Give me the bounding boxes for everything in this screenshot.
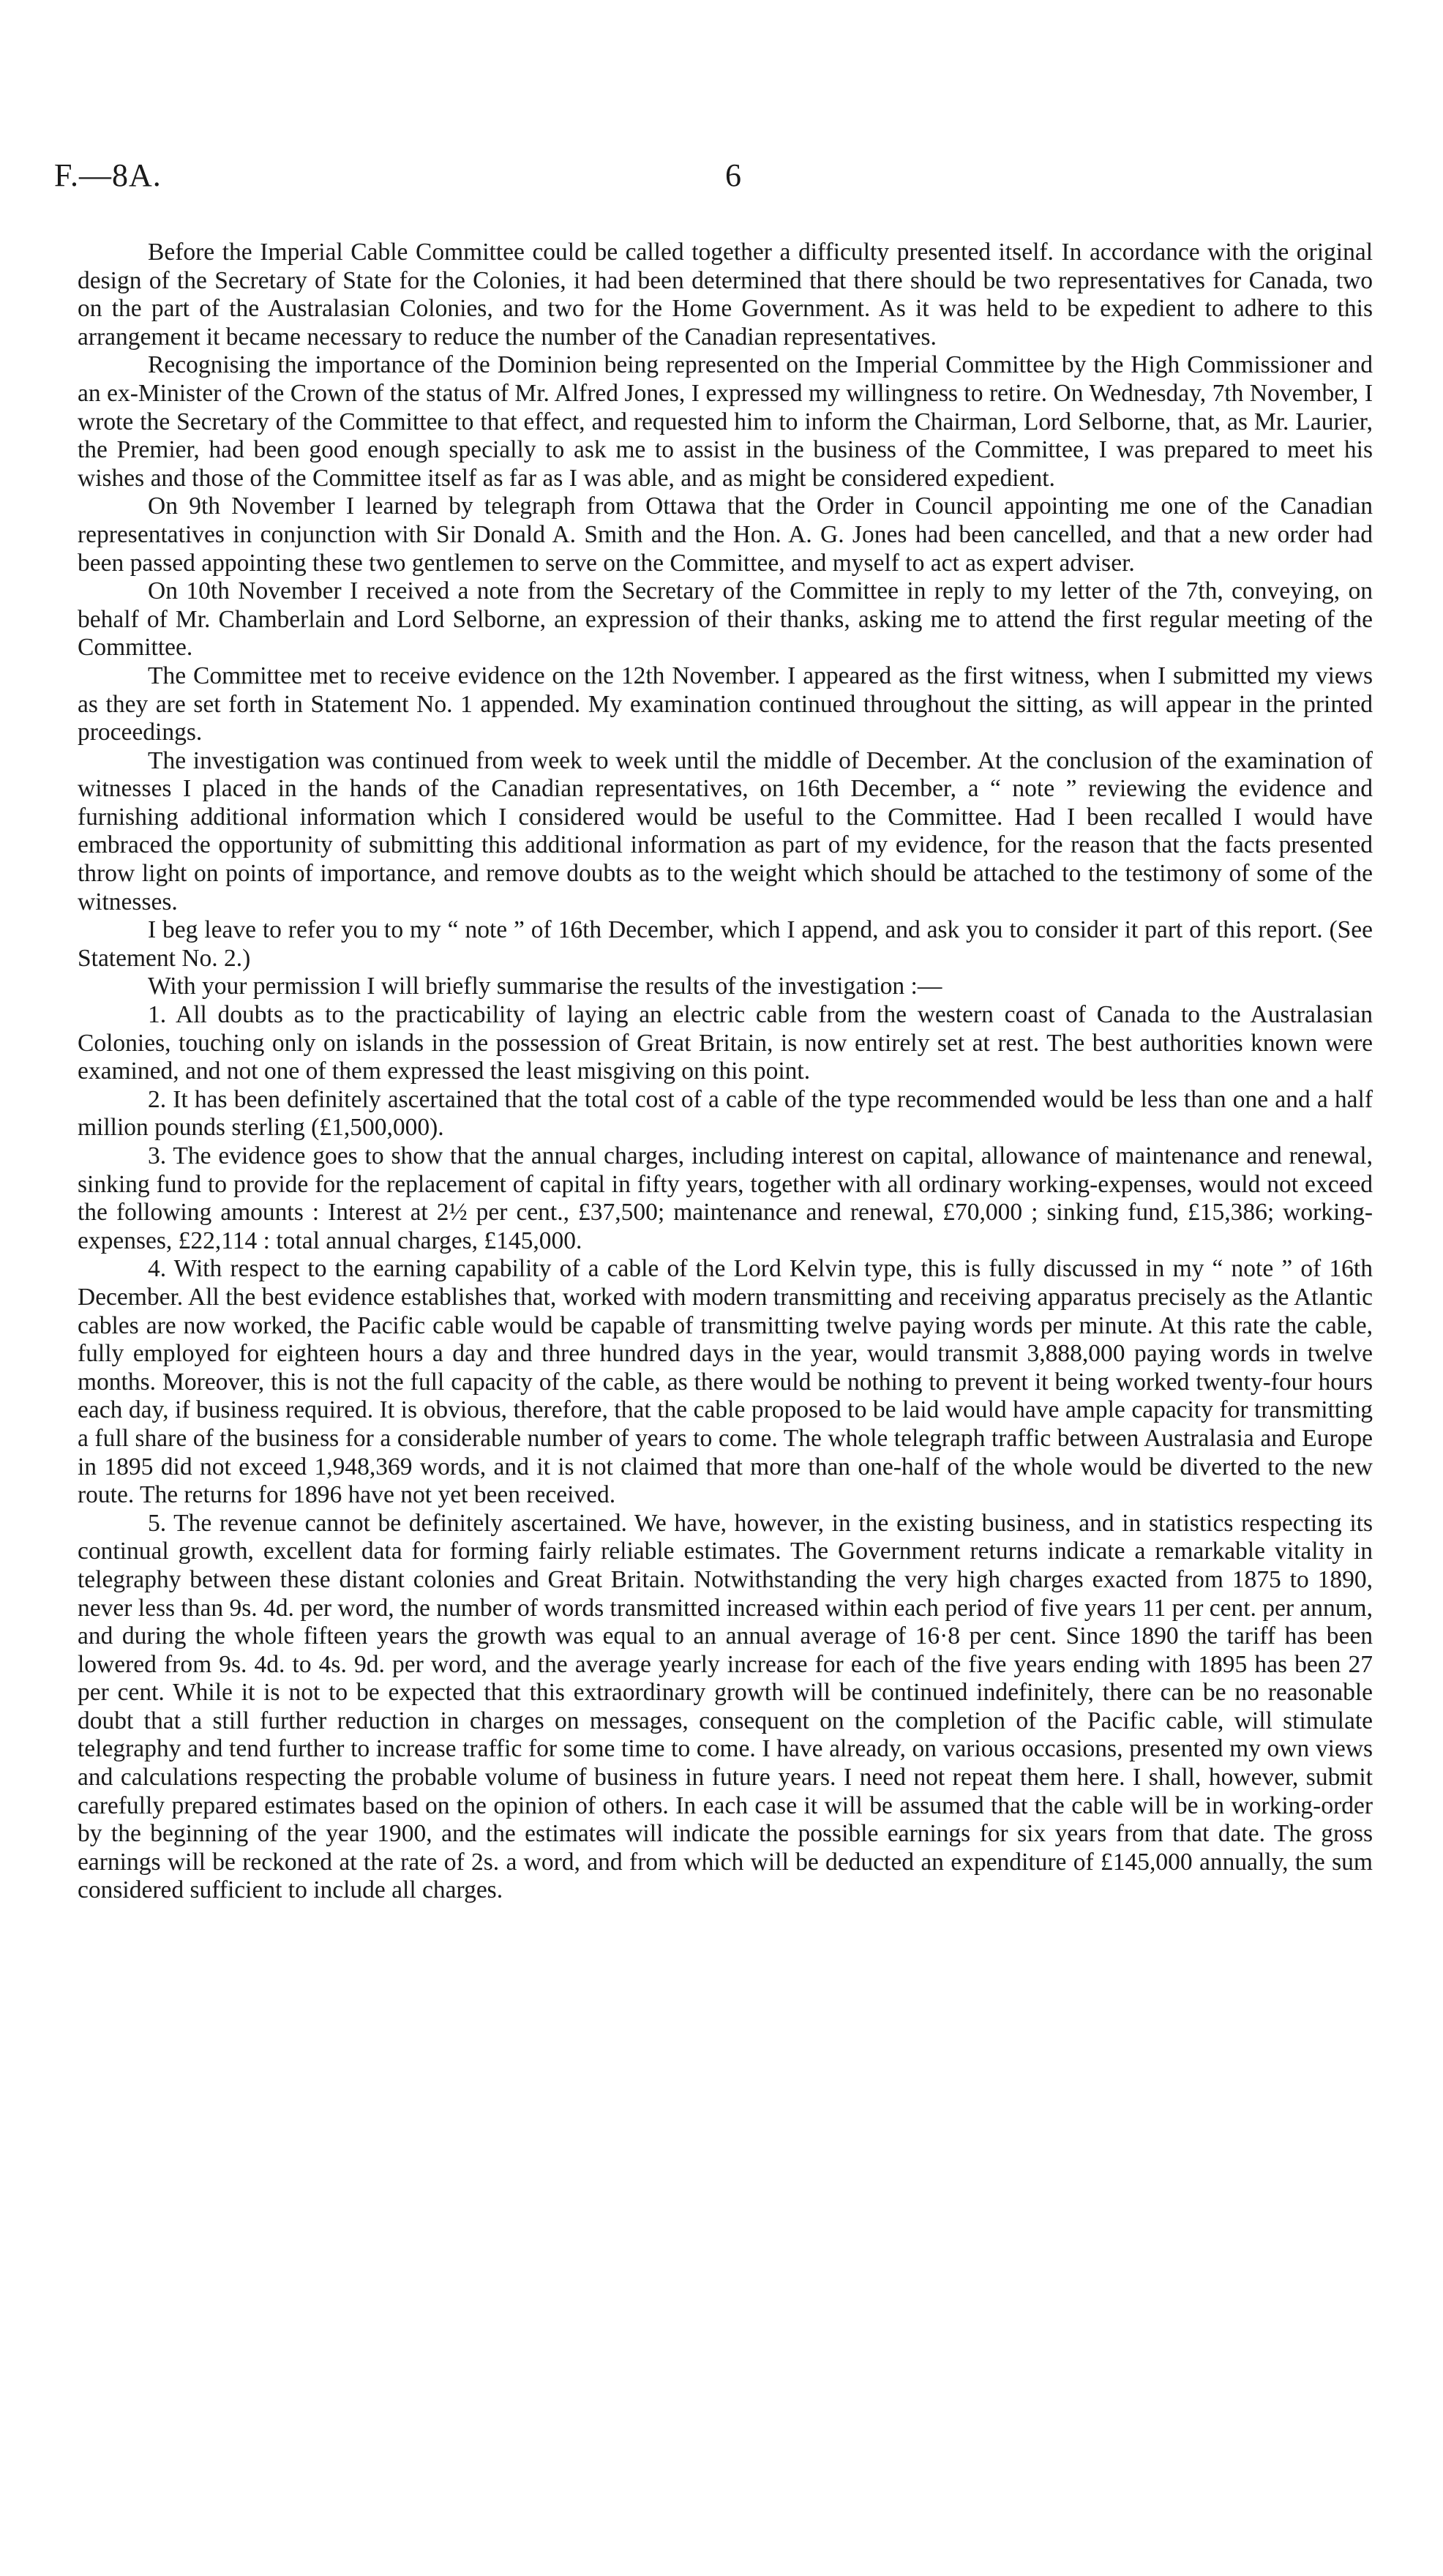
paragraph-committee-met: The Committee met to receive evidence on the 12th November. I appeared as the first witness, when I submitted my views as they are set forth in Statement No. 1 appended. My examination continued throughout the sitting, as will appear in the printed proceedings. xyxy=(78,662,1373,746)
document-reference: F.—8A. xyxy=(54,157,162,193)
paragraph-point-4-earning-capability: 4. With respect to the earning capability of a cable of the Lord Kelvin type, this is fully discussed in my “ note ” of 16th December. All the best evidence establishes that, worked with modern transmitting and receiving apparatus precisely as the Atlantic cables are now worked, the Pacific cable would be capable of transmitting twelve paying words per minute. At this rate the cable, fully employed for eighteen hours a day and three hundred days in the year, would transmit 3,888,000 paying words in twelve months. Moreover, this is not the full capacity of the cable, as there would be nothing to prevent it being worked twenty-four hours each day, if business required. It is obvious, therefore, that the cable proposed to be laid would have ample capacity for transmitting a full share of the business for a considerable number of years to come. The whole telegraph traffic between Australasia and Europe in 1895 did not exceed 1,948,369 words, and it is not claimed that more than one-half of the whole would be diverted to the new route. The returns for 1896 have not yet been received. xyxy=(78,1255,1373,1509)
paragraph-investigation-continued: The investigation was continued from week to week until the middle of December. At the conclusion of the examination of witnesses I placed in the hands of the Canadian representatives, on 16th December, a “ note ” reviewing the evidence and furnishing additional information which I considered would be useful to the Committee. Had I been recalled I would have embraced the opportunity of submitting this additional information as part of my evidence, for the reason that the facts presented throw light on points of importance, and remove doubts as to the weight which should be attached to the testimony of some of the witnesses. xyxy=(78,746,1373,916)
page-number: 6 xyxy=(725,157,741,193)
paragraph-point-3-annual-charges: 3. The evidence goes to show that the annual charges, including interest on capital, allowance of maintenance and renewal, sinking fund to provide for the replacement of capital in fifty years, together with all ordinary working-expenses, would not exceed the following amounts : Interest at 2½ per cent., £37,500; maintenance and renewal, £70,000 ; sinking fund, £15,386; working-expenses, £22,114 : total annual charges, £145,000. xyxy=(78,1142,1373,1254)
paragraph-point-5-revenue: 5. The revenue cannot be definitely ascertained. We have, however, in the existing business, and in statistics respecting its continual growth, excellent data for forming fairly reliable estimates. The Government returns indicate a remarkable vitality in telegraphy between these distant colonies and Great Britain. Notwithstanding the very high charges exacted from 1875 to 1890, never less than 9s. 4d. per word, the number of words transmitted increased within each period of five years 11 per cent. per annum, and during the whole fifteen years the growth was equal to an annual average of 16·8 per cent. Since 1890 the tariff has been lowered from 9s. 4d. to 4s. 9d. per word, and the average yearly increase for each of the five years ending with 1895 has been 27 per cent. While it is not to be expected that this extraordinary growth will be continued indefinitely, there can be no reasonable doubt that a still further reduction in charges on messages, consequent on the completion of the Pacific cable, will stimulate telegraphy and tend further to increase traffic for some time to come. I have already, on various occasions, presented my own views and calculations respecting the probable volume of business in future years. I need not repeat them here. I shall, however, submit carefully prepared estimates based on the opinion of others. In each case it will be assumed that the cable will be in working-order by the beginning of the year 1900, and the estimates will indicate the possible earnings for six years from that date. The gross earnings will be reckoned at the rate of 2s. a word, and from which will be deducted an expenditure of £145,000 annually, the sum considered sufficient to include all charges. xyxy=(78,1509,1373,1904)
paragraph-committee-difficulty: Before the Imperial Cable Committee could be called together a difficulty presented itself. In accordance with the original design of the Secretary of State for the Colonies, it had been determined that there should be two representatives for Canada, two on the part of the Australasian Colonies, and two for the Home Government. As it was held to be expedient to adhere to this arrangement it became necessary to reduce the number of the Canadian representatives. xyxy=(78,239,1373,351)
document-body xyxy=(78,239,1373,1905)
paragraph-willingness-to-retire: Recognising the importance of the Dominion being represented on the Imperial Committee by the High Commissioner and an ex-Minister of the Crown of the status of Mr. Alfred Jones, I expressed my willingness to retire. On Wednesday, 7th November, I wrote the Secretary of the Committee to that effect, and requested him to inform the Chairman, Lord Selborne, that, as Mr. Laurier, the Premier, had been good enough specially to ask me to assist in the business of the Committee, I was prepared to meet his wishes and those of the Committee itself as far as I was able, and as might be considered expedient. xyxy=(78,351,1373,492)
page-header xyxy=(54,157,1430,208)
paragraph-order-in-council: On 9th November I learned by telegraph from Ottawa that the Order in Council appointing me one of the Canadian representatives in conjunction with Sir Donald A. Smith and the Hon. A. G. Jones had been cancelled, and that a new order had been passed appointing these two gentlemen to serve on the Committee, and myself to act as expert adviser. xyxy=(78,493,1373,577)
paragraph-summary-intro: With your permission I will briefly summarise the results of the investigation :— xyxy=(148,973,942,1000)
paragraph-refer-to-note: I beg leave to refer you to my “ note ” of 16th December, which I append, and ask you to consider it part of this report. (See Statement No. 2.) xyxy=(78,916,1373,972)
paragraph-point-1-practicability: 1. All doubts as to the practicability of laying an electric cable from the western coast of Canada to the Australasian Colonies, touching only on islands in the possession of Great Britain, is now entirely set at rest. The best authorities known were examined, and not one of them expressed the least misgiving on this point. xyxy=(78,1001,1373,1085)
paragraph-point-2-total-cost: 2. It has been definitely ascertained that the total cost of a cable of the type recommended would be less than one and a half million pounds sterling (£1,500,000). xyxy=(78,1085,1373,1142)
paragraph-note-received: On 10th November I received a note from the Secretary of the Committee in reply to my letter of the 7th, conveying, on behalf of Mr. Chamberlain and Lord Selborne, an expression of their thanks, asking me to attend the first regular meeting of the Committee. xyxy=(78,577,1373,662)
